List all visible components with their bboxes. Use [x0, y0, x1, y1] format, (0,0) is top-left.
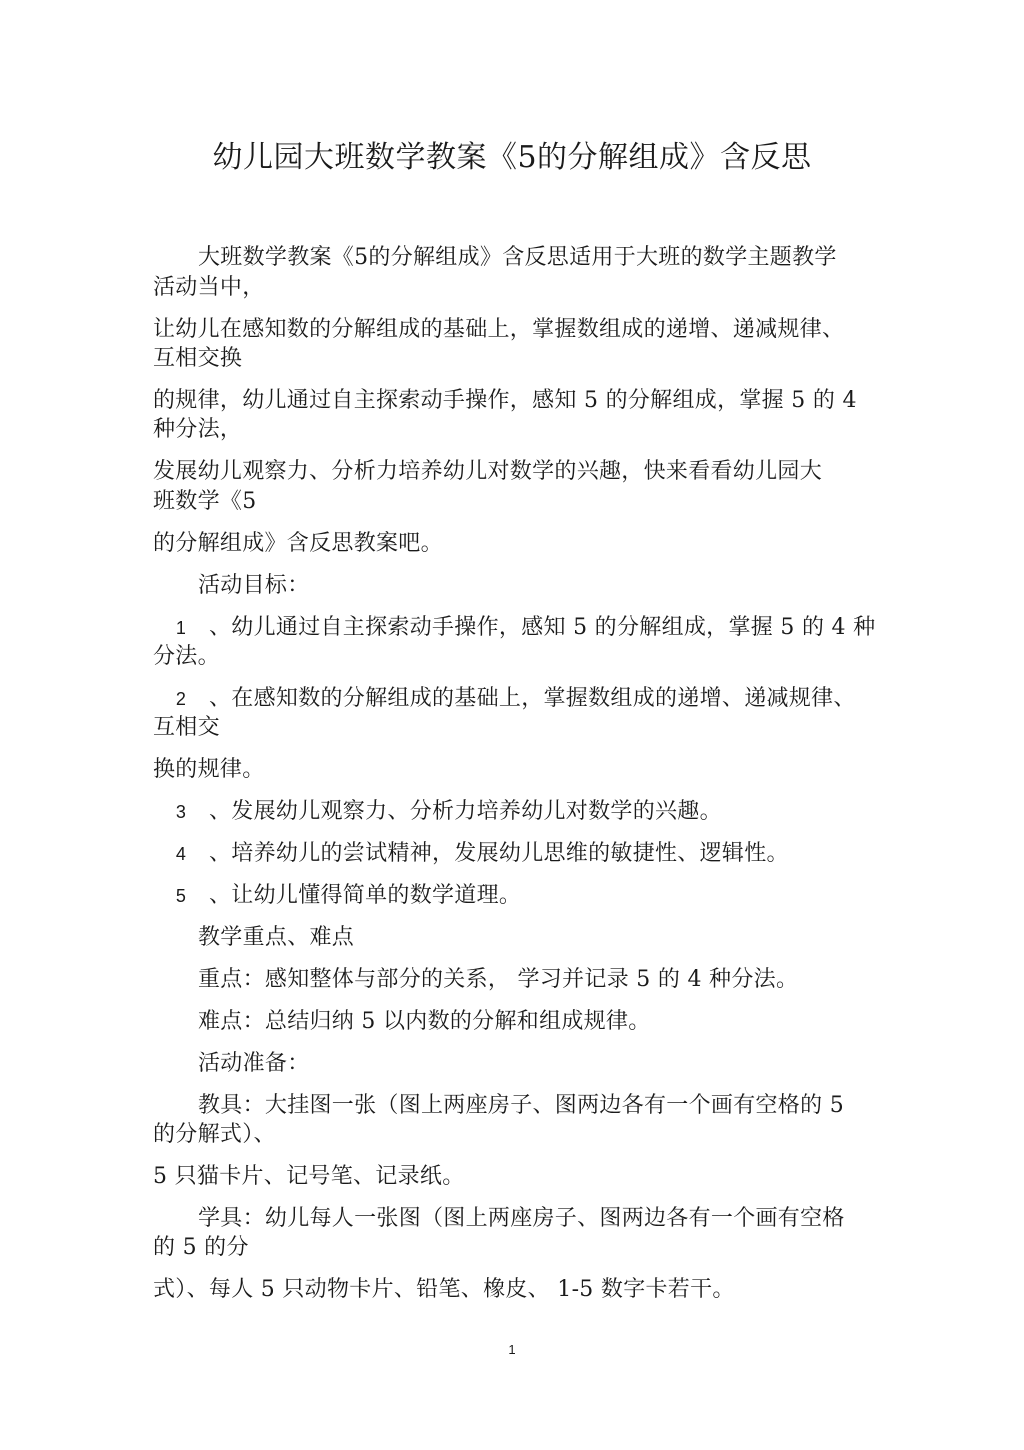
- key-point: 重点：感知整体与部分的关系， 学习并记录 5 的 4 种分法。: [198, 967, 799, 992]
- teacher-tools-line: 5 只猫卡片、记号笔、记录纸。: [153, 1164, 465, 1189]
- goal-item: [153, 614, 875, 642]
- goal-text-continued: 分法。: [153, 644, 220, 669]
- goal-number: 3: [175, 802, 187, 822]
- intro-line: 班数学《5: [153, 489, 257, 514]
- goal-text: 、发展幼儿观察力、分析力培养幼儿对数学的兴趣。: [209, 799, 722, 824]
- intro-line: 种分法，: [153, 417, 243, 442]
- student-tools-line: 的 5 的分: [153, 1235, 249, 1260]
- goals-heading: 活动目标：: [198, 573, 310, 598]
- goal-text: 、在感知数的分解组成的基础上，掌握数组成的递增、递减规律、: [209, 686, 856, 711]
- prep-heading: 活动准备：: [198, 1051, 310, 1076]
- difficult-point: 难点：总结归纳 5 以内数的分解和组成规律。: [198, 1009, 651, 1034]
- goal-text: 、幼儿通过自主探索动手操作，感知 5 的分解组成，掌握 5 的 4 种: [209, 615, 876, 640]
- student-tools-line: 学具：幼儿每人一张图（图上两座房子、图两边各有一个画有空格: [198, 1206, 845, 1231]
- intro-line: 让幼儿在感知数的分解组成的基础上，掌握数组成的递增、递减规律、: [153, 317, 845, 342]
- goal-number: 1: [175, 618, 187, 638]
- goal-item: [153, 882, 521, 910]
- goal-item: [153, 685, 856, 713]
- goal-item: [153, 798, 722, 826]
- intro-line: 的分解组成》含反思教案吧。: [153, 531, 443, 556]
- page-number: 1: [508, 1342, 516, 1357]
- goal-text-continued: 互相交: [153, 715, 220, 740]
- teacher-tools-line: 的分解式）、: [153, 1122, 276, 1147]
- teacher-tools-line: 教具：大挂图一张（图上两座房子、图两边各有一个画有空格的 5: [198, 1093, 844, 1118]
- goal-text: 、培养幼儿的尝试精神，发展幼儿思维的敏捷性、逻辑性。: [209, 841, 789, 866]
- student-tools-line: 式）、每人 5 只动物卡片、铅笔、橡皮、 1-5 数字卡若干。: [153, 1277, 735, 1302]
- goal-number: 2: [175, 689, 187, 709]
- key-heading: 教学重点、难点: [198, 925, 355, 950]
- intro-line: 活动当中，: [153, 275, 265, 300]
- intro-line: 大班数学教案《5的分解组成》含反思适用于大班的数学主题教学: [198, 245, 837, 270]
- intro-line: 的规律，幼儿通过自主探索动手操作，感知 5 的分解组成，掌握 5 的 4: [153, 388, 857, 413]
- goal-text-continued: 换的规律。: [153, 757, 265, 782]
- goal-text: 、让幼儿懂得简单的数学道理。: [209, 883, 522, 908]
- document-title: 幼儿园大班数学教案《5的分解组成》含反思: [212, 140, 812, 175]
- goal-number: 5: [175, 886, 187, 906]
- goal-item: [153, 840, 789, 868]
- intro-line: 发展幼儿观察力、分析力培养幼儿对数学的兴趣，快来看看幼儿园大: [153, 459, 823, 484]
- goal-number: 4: [175, 844, 187, 864]
- intro-line: 互相交换: [153, 346, 243, 371]
